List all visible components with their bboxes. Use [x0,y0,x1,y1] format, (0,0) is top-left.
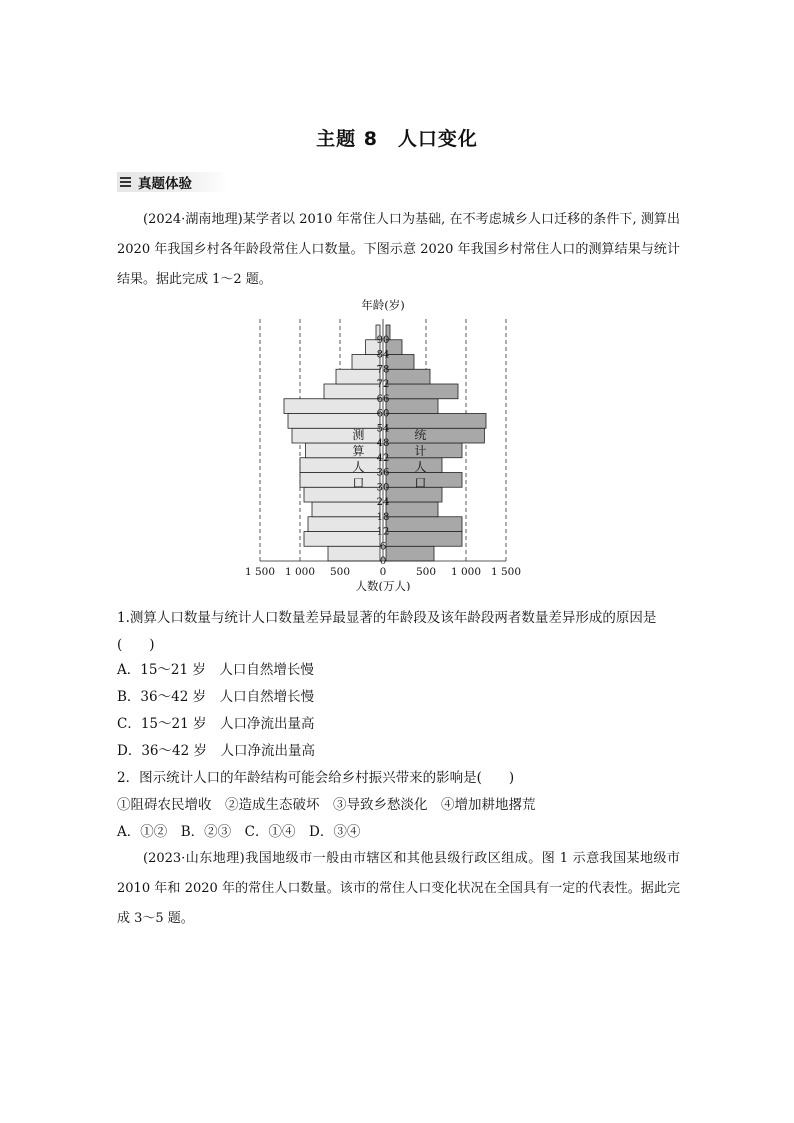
section-header [117,172,229,192]
bar-estimated [300,458,380,473]
y-tick-label: 6 [379,541,387,553]
y-tick-label: 0 [379,556,387,567]
bar-statistical [386,369,430,384]
bar-estimated [304,487,380,502]
bar-statistical [386,355,414,370]
y-tick-label: 24 [376,497,390,508]
y-tick-label: 66 [376,393,390,405]
series-label-statistical: 口 [414,476,427,490]
section-label: 真题体验 [138,176,192,192]
bar-estimated [284,399,380,414]
bar-statistical [386,414,486,429]
y-tick-label: 60 [376,408,390,420]
y-tick-label: 78 [376,364,390,376]
y-tick-label: 48 [376,438,390,449]
question-2-options: A．①② B．②③ C．①④ D．③④ [117,824,361,840]
y-tick-label: 84 [376,349,390,361]
bar-statistical [386,428,484,443]
series-label-statistical: 计 [414,444,427,458]
bar-estimated [306,443,380,458]
question-2-stem: 2．图示统计人口的年龄结构可能会给乡村振兴带来的影响是( ) [117,770,515,786]
y-tick-label: 90 [376,334,390,346]
bar-statistical [386,502,438,517]
y-tick-label: 54 [376,423,390,435]
question-1-option-b: B．36～42 岁 人口自然增长慢 [117,689,315,705]
x-axis-title: 人数(万人) [355,579,411,591]
y-axis-title: 年龄(岁) [361,298,405,312]
question-1-stem: 1.测算人口数量与统计人口数量差异最显著的年龄段及该年龄段两者数量差异形成的原因是 [117,610,657,626]
question-1-option-a: A．15～21 岁 人口自然增长慢 [117,662,314,678]
x-tick-label: 1 000 [450,566,482,578]
x-tick-label: 500 [415,566,437,578]
series-label-estimated: 口 [352,476,365,490]
y-tick-label: 36 [376,467,390,479]
bar-statistical [386,532,462,547]
bar-statistical [386,517,462,532]
intro-paragraph-2: (2023·山东地理)我国地级市一般由市辖区和其他县级行政区组成。图 1 示意我国某地级市 2010 年和 2020 年的常住人口数量。该市的常住人口变化状况在全国具有一定的代表性。据此完成 3～5 题。 [117,851,680,926]
bar-estimated [300,473,380,488]
question-1-option-d: D．36～42 岁 人口净流出量高 [117,743,315,759]
question-1-option-c: C．15～21 岁 人口净流出量高 [117,716,315,732]
series-label-statistical: 统 [414,428,427,442]
bar-statistical [386,384,458,399]
bar-estimated [304,532,380,547]
question-1-paren: ( ) [117,637,155,653]
y-tick-label: 30 [376,482,390,494]
x-tick-label: 1 500 [490,566,522,578]
population-pyramid-chart [245,295,545,591]
y-tick-label: 12 [376,526,390,538]
series-label-estimated: 算 [352,444,365,458]
bar-estimated [328,546,380,561]
y-tick-label: 18 [376,511,390,523]
bar-statistical [386,399,438,414]
page-title: 主题 8 人口变化 [316,128,478,150]
bar-estimated [288,414,380,429]
x-tick-label: 1 000 [284,566,316,578]
bar-statistical [386,546,434,561]
bar-estimated [336,369,380,384]
y-tick-label: 42 [376,452,390,464]
document-icon [120,177,131,188]
x-tick-label: 500 [329,566,351,578]
series-label-estimated: 测 [352,428,365,442]
x-tick-label: 1 500 [245,566,276,578]
bar-estimated [308,517,380,532]
bar-estimated [292,428,380,443]
intro-paragraph-1: (2024·湖南地理)某学者以 2010 年常住人口为基础, 在不考虑城乡人口迁移的条件下, 测算出 2020 年我国乡村各年龄段常住人口数量。下图示意 2020 年我国乡村常住人口的测算结果与统计结果。据此完成 1～2 题。 [117,212,680,287]
x-tick-label: 0 [379,566,387,578]
series-label-statistical: 人 [414,460,427,474]
question-2-items: ①阻碍农民增收 ②造成生态破坏 ③导致乡愁淡化 ④增加耕地撂荒 [117,797,536,813]
y-tick-label: 72 [376,379,390,390]
bar-estimated [312,502,380,517]
bar-estimated [324,384,380,399]
series-label-estimated: 人 [352,460,365,474]
